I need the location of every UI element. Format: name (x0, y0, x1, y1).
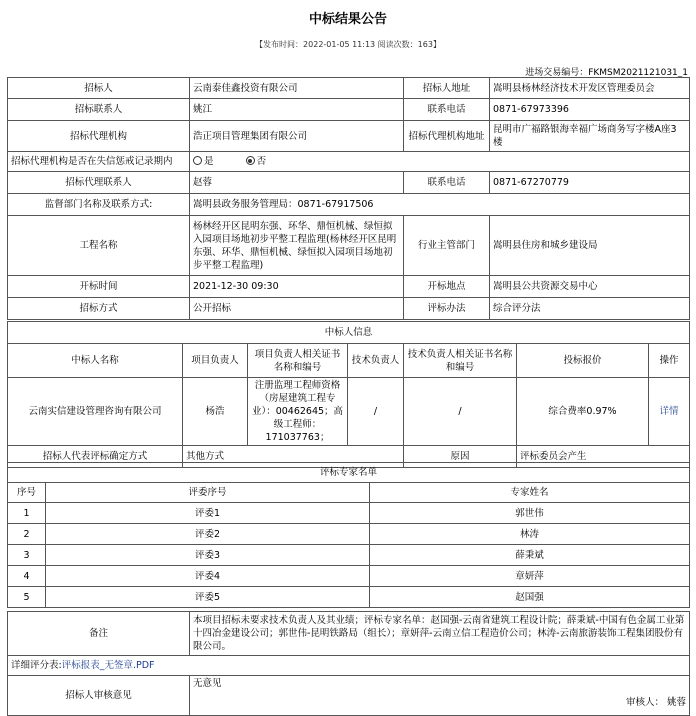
winner-header-tech: 技术负责人 (348, 344, 404, 378)
radio-yes-label: 是 (204, 156, 214, 167)
details-link[interactable]: 详情 (649, 378, 690, 446)
winner-tech-cert: / (404, 378, 517, 446)
review-text: 无意见 (193, 678, 222, 689)
project-number: 进场交易编号：FKMSM2021121031_1 (525, 68, 688, 78)
winner-header-price: 投标报价 (517, 344, 649, 378)
expert-name: 薛秉斌 (370, 545, 690, 566)
winner-pm: 杨浩 (183, 378, 248, 446)
tenderer-label: 招标人 (8, 78, 190, 99)
contact-value: 姚江 (190, 99, 404, 121)
notes-table (7, 611, 690, 716)
eval-value: 综合评分法 (490, 298, 690, 320)
expert-seq: 评委3 (46, 545, 370, 566)
notes-label: 备注 (8, 612, 190, 656)
phone-label: 联系电话 (404, 99, 490, 121)
winner-header-name: 中标人名称 (8, 344, 183, 378)
credit-options (190, 152, 690, 172)
phone-value: 0871-67973396 (490, 99, 690, 121)
agency-contact-value: 赵蓉 (190, 172, 404, 194)
credit-label: 招标代理机构是否在失信惩戒记录期内 (8, 152, 190, 172)
table-row (8, 545, 690, 566)
expert-no: 1 (8, 503, 46, 524)
industry-label: 行业主管部门 (404, 216, 490, 276)
expert-seq: 评委5 (46, 587, 370, 608)
winner-header-tech-cert: 技术负责人相关证书名称和编号 (404, 344, 517, 378)
reviewer: 审核人： 姚蓉 (625, 697, 686, 708)
radio-yes[interactable] (193, 156, 202, 165)
table-row (8, 566, 690, 587)
agency-contact-label: 招标代理联系人 (8, 172, 190, 194)
winner-name: 云南实信建设管理咨询有限公司 (8, 378, 183, 446)
radio-no[interactable] (246, 156, 255, 165)
project-label: 工程名称 (8, 216, 190, 276)
experts-col-seq: 评委序号 (46, 483, 370, 503)
table-row (8, 503, 690, 524)
expert-name: 章妍萍 (370, 566, 690, 587)
open-place-label: 开标地点 (404, 276, 490, 298)
expert-no: 3 (8, 545, 46, 566)
expert-name: 郭世伟 (370, 503, 690, 524)
table-row (8, 587, 690, 608)
review-cell (190, 676, 690, 716)
open-time-label: 开标时间 (8, 276, 190, 298)
expert-seq: 评委2 (46, 524, 370, 545)
open-time-value: 2021-12-30 09:30 (190, 276, 404, 298)
agency-phone-value: 0871-67270779 (490, 172, 690, 194)
agency-addr-value: 昆明市广福路银海幸福广场商务写字楼A座3楼 (490, 121, 690, 152)
reason-value: 评标委员会产生 (517, 446, 690, 468)
supervisor-label: 监督部门名称及联系方式: (8, 194, 190, 216)
agency-label: 招标代理机构 (8, 121, 190, 152)
project-value: 杨林经开区昆明东强、环华、鼎恒机械、绿恒拟入园项目场地初步平整工程监理(杨林经开区昆明东强、环华、鼎恒机械、绿恒拟入园项目场地初步平整工程监理) (190, 216, 404, 276)
experts-col-name: 专家姓名 (370, 483, 690, 503)
winner-header-action: 操作 (649, 344, 690, 378)
contact-label: 招标联系人 (8, 99, 190, 121)
agency-addr-label: 招标代理机构地址 (404, 121, 490, 152)
expert-no: 2 (8, 524, 46, 545)
rep-value: 其他方式 (183, 446, 404, 468)
table-row (8, 524, 690, 545)
radio-no-label: 否 (256, 156, 267, 167)
agency-phone-label: 联系电话 (404, 172, 490, 194)
industry-value: 嵩明县住房和城乡建设局 (490, 216, 690, 276)
expert-name: 林涛 (370, 524, 690, 545)
rep-label: 招标人代表评标确定方式 (8, 446, 183, 468)
winner-pm-cert: 注册监理工程师资格（房屋建筑工程专业）：00462645；高级工程师：171037763； (248, 378, 348, 446)
winner-header-pm: 项目负责人 (183, 344, 248, 378)
winner-table (7, 321, 690, 468)
tenderer-addr-label: 招标人地址 (404, 78, 490, 99)
report-link[interactable]: 评标报表_无签章.PDF (61, 660, 155, 671)
winner-price: 综合费率0.97% (517, 378, 649, 446)
experts-col-no: 序号 (8, 483, 46, 503)
report-row (8, 656, 690, 676)
experts-table (7, 462, 690, 608)
method-label: 招标方式 (8, 298, 190, 320)
notes-text: 本项目招标未要求技术负责人及其业绩；评标专家名单：赵国强-云南省建筑工程设计院；薛秉斌-中国有色金属工业第十四冶金建设公司；郭世伟-昆明铁路局（组长）；章妍萍-云南立信工程造价公司；林涛-云南旅游装饰工程集团股份有限公司。 (190, 612, 690, 656)
supervisor-value: 嵩明县政务服务管理局：0871-67917506 (190, 194, 690, 216)
page-title: 中标结果公告 (308, 12, 387, 27)
winner-tech: / (348, 378, 404, 446)
reason-label: 原因 (404, 446, 517, 468)
review-label: 招标人审核意见 (8, 676, 190, 716)
expert-seq: 评委4 (46, 566, 370, 587)
report-prefix: 详细评分表: (11, 660, 62, 671)
open-place-value: 嵩明县公共资源交易中心 (490, 276, 690, 298)
expert-name: 赵国强 (370, 587, 690, 608)
expert-seq: 评委1 (46, 503, 370, 524)
winner-section-title: 中标人信息 (8, 322, 690, 344)
agency-value: 浩正项目管理集团有限公司 (190, 121, 404, 152)
winner-header-pm-cert: 项目负责人相关证书名称和编号 (248, 344, 348, 378)
info-table (7, 77, 690, 320)
expert-no: 4 (8, 566, 46, 587)
experts-section-title: 评标专家名单 (8, 463, 690, 483)
expert-no: 5 (8, 587, 46, 608)
eval-label: 评标办法 (404, 298, 490, 320)
publish-meta: 【发布时间：2022-01-05 11:13 阅读次数：163】 (255, 40, 441, 49)
tenderer-value: 云南泰佳鑫投资有限公司 (190, 78, 404, 99)
method-value: 公开招标 (190, 298, 404, 320)
tenderer-addr-value: 嵩明县杨林经济技术开发区管理委员会 (490, 78, 690, 99)
